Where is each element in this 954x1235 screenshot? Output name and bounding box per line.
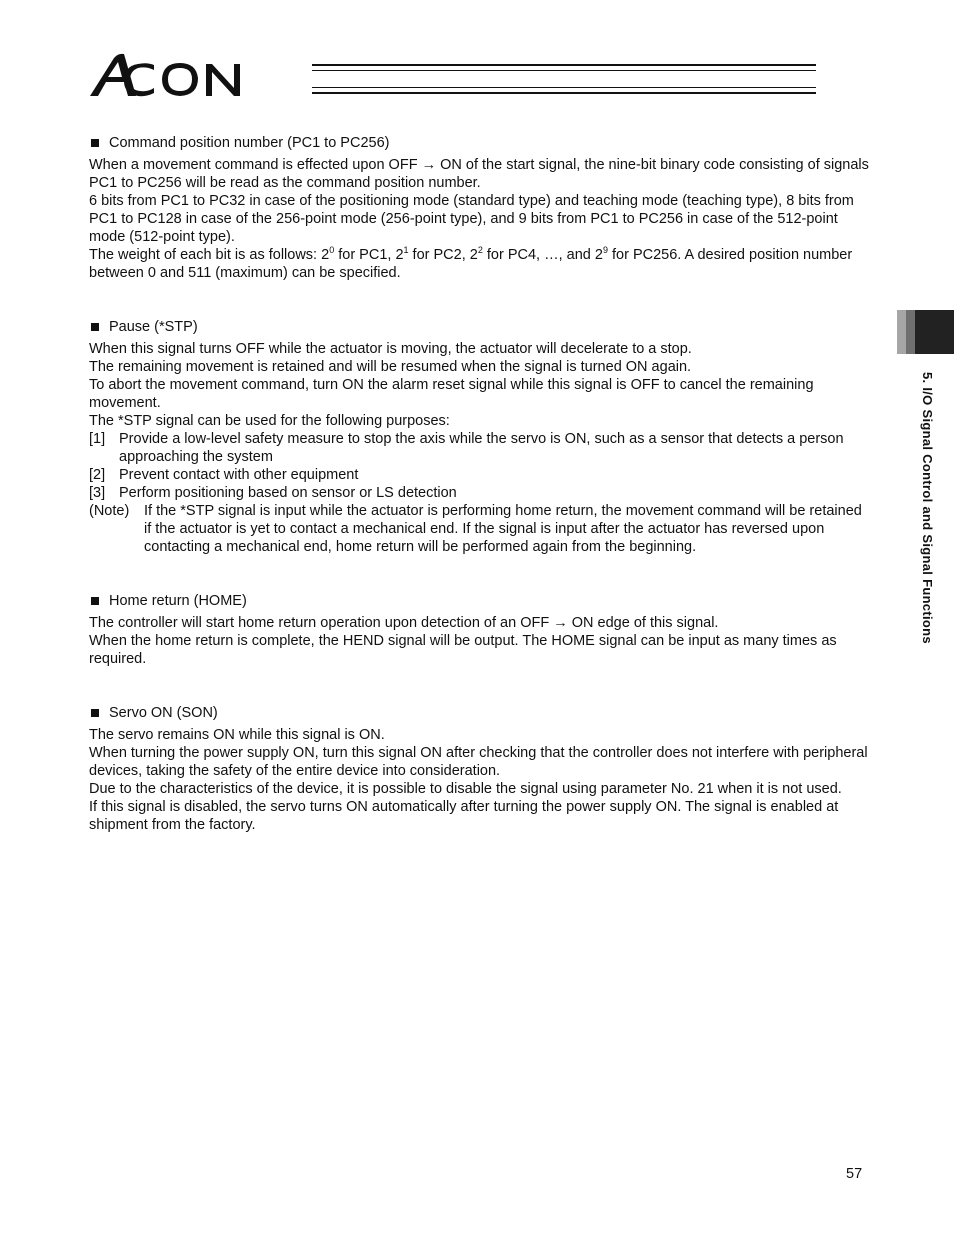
paragraph: The remaining movement is retained and will be resumed when the signal is turned ON again. xyxy=(89,359,692,375)
page-number: 57 xyxy=(846,1166,863,1182)
section-home-return xyxy=(89,592,869,668)
main-content xyxy=(89,134,869,834)
section-heading: Command position number (PC1 to PC256) xyxy=(89,134,869,152)
section-heading: Pause (*STP) xyxy=(89,318,869,336)
chapter-tab xyxy=(897,310,954,354)
paragraph: If this signal is disabled, the servo turns ON automatically after turning the power supply ON. The signal is enabled at shipment from the factory. xyxy=(89,799,839,833)
paragraph: The servo remains ON while this signal is ON. xyxy=(89,727,385,743)
acon-logo xyxy=(88,39,310,103)
list-item: [1] Provide a low-level safety measure to stop the axis while the servo is ON, such as a sensor that detects a person approaching the system xyxy=(89,431,844,465)
section-heading: Servo ON (SON) xyxy=(89,704,869,722)
square-bullet-icon xyxy=(91,323,99,331)
logo-text: ACON xyxy=(88,39,135,56)
square-bullet-icon xyxy=(91,139,99,147)
bit-weight-paragraph: The weight of each bit is as follows: $2^0$ for PC1, $2^1$ for PC2, $2^2$ for PC4, …, and $2^9$ for PC256. A desired position number between 0 and 511 (maximum) can be specified. xyxy=(89,245,853,281)
section-servo-on xyxy=(89,704,869,834)
paragraph: When the home return is complete, the HEND signal will be output. The HOME signal can be input as many times as required. xyxy=(89,633,837,667)
paragraph: 6 bits from PC1 to PC32 in case of the positioning mode (standard type) and teaching mode (teaching type), 8 bits from PC1 to PC128 in case of the 256-point mode (256-point type), and 9 bits from PC1 to PC256 in case of the 512-point mode (512-point type). xyxy=(89,193,854,245)
paragraph: When turning the power supply ON, turn this signal ON after checking that the controller does not interfere with peripheral devices, taking the safety of the entire device into consideration. xyxy=(89,745,868,779)
header-rule xyxy=(312,64,816,96)
paragraph: To abort the movement command, turn ON the alarm reset signal while this signal is OFF to cancel the remaining movement. xyxy=(89,377,814,411)
square-bullet-icon xyxy=(91,597,99,605)
paragraph: When a movement command is effected upon OFF → ON of the start signal, the nine-bit binary code consisting of signals PC1 to PC256 will be read as the command position number. xyxy=(89,157,869,191)
list-item: [3] Perform positioning based on sensor or LS detection xyxy=(89,485,457,501)
square-bullet-icon xyxy=(91,709,99,717)
paragraph: The controller will start home return operation upon detection of an OFF → ON edge of this signal. xyxy=(89,615,719,631)
section-heading: Home return (HOME) xyxy=(89,592,869,610)
section-pause xyxy=(89,318,869,556)
list-item: [2] Prevent contact with other equipment xyxy=(89,467,359,483)
paragraph: The *STP signal can be used for the following purposes: xyxy=(89,413,450,429)
section-command-position xyxy=(89,134,869,282)
note: (Note) If the *STP signal is input while the actuator is performing home return, the movement command will be retained if the actuator is yet to contact a mechanical end. If the signal is input after the actuator has reversed upon contacting a mechanical end, home return will be performed again from the beginning. xyxy=(89,503,862,555)
chapter-label: 5. I/O Signal Control and Signal Functions xyxy=(920,372,935,644)
paragraph: Due to the characteristics of the device, it is possible to disable the signal using parameter No. 21 when it is not used. xyxy=(89,781,842,797)
paragraph: When this signal turns OFF while the actuator is moving, the actuator will decelerate to a stop. xyxy=(89,341,692,357)
